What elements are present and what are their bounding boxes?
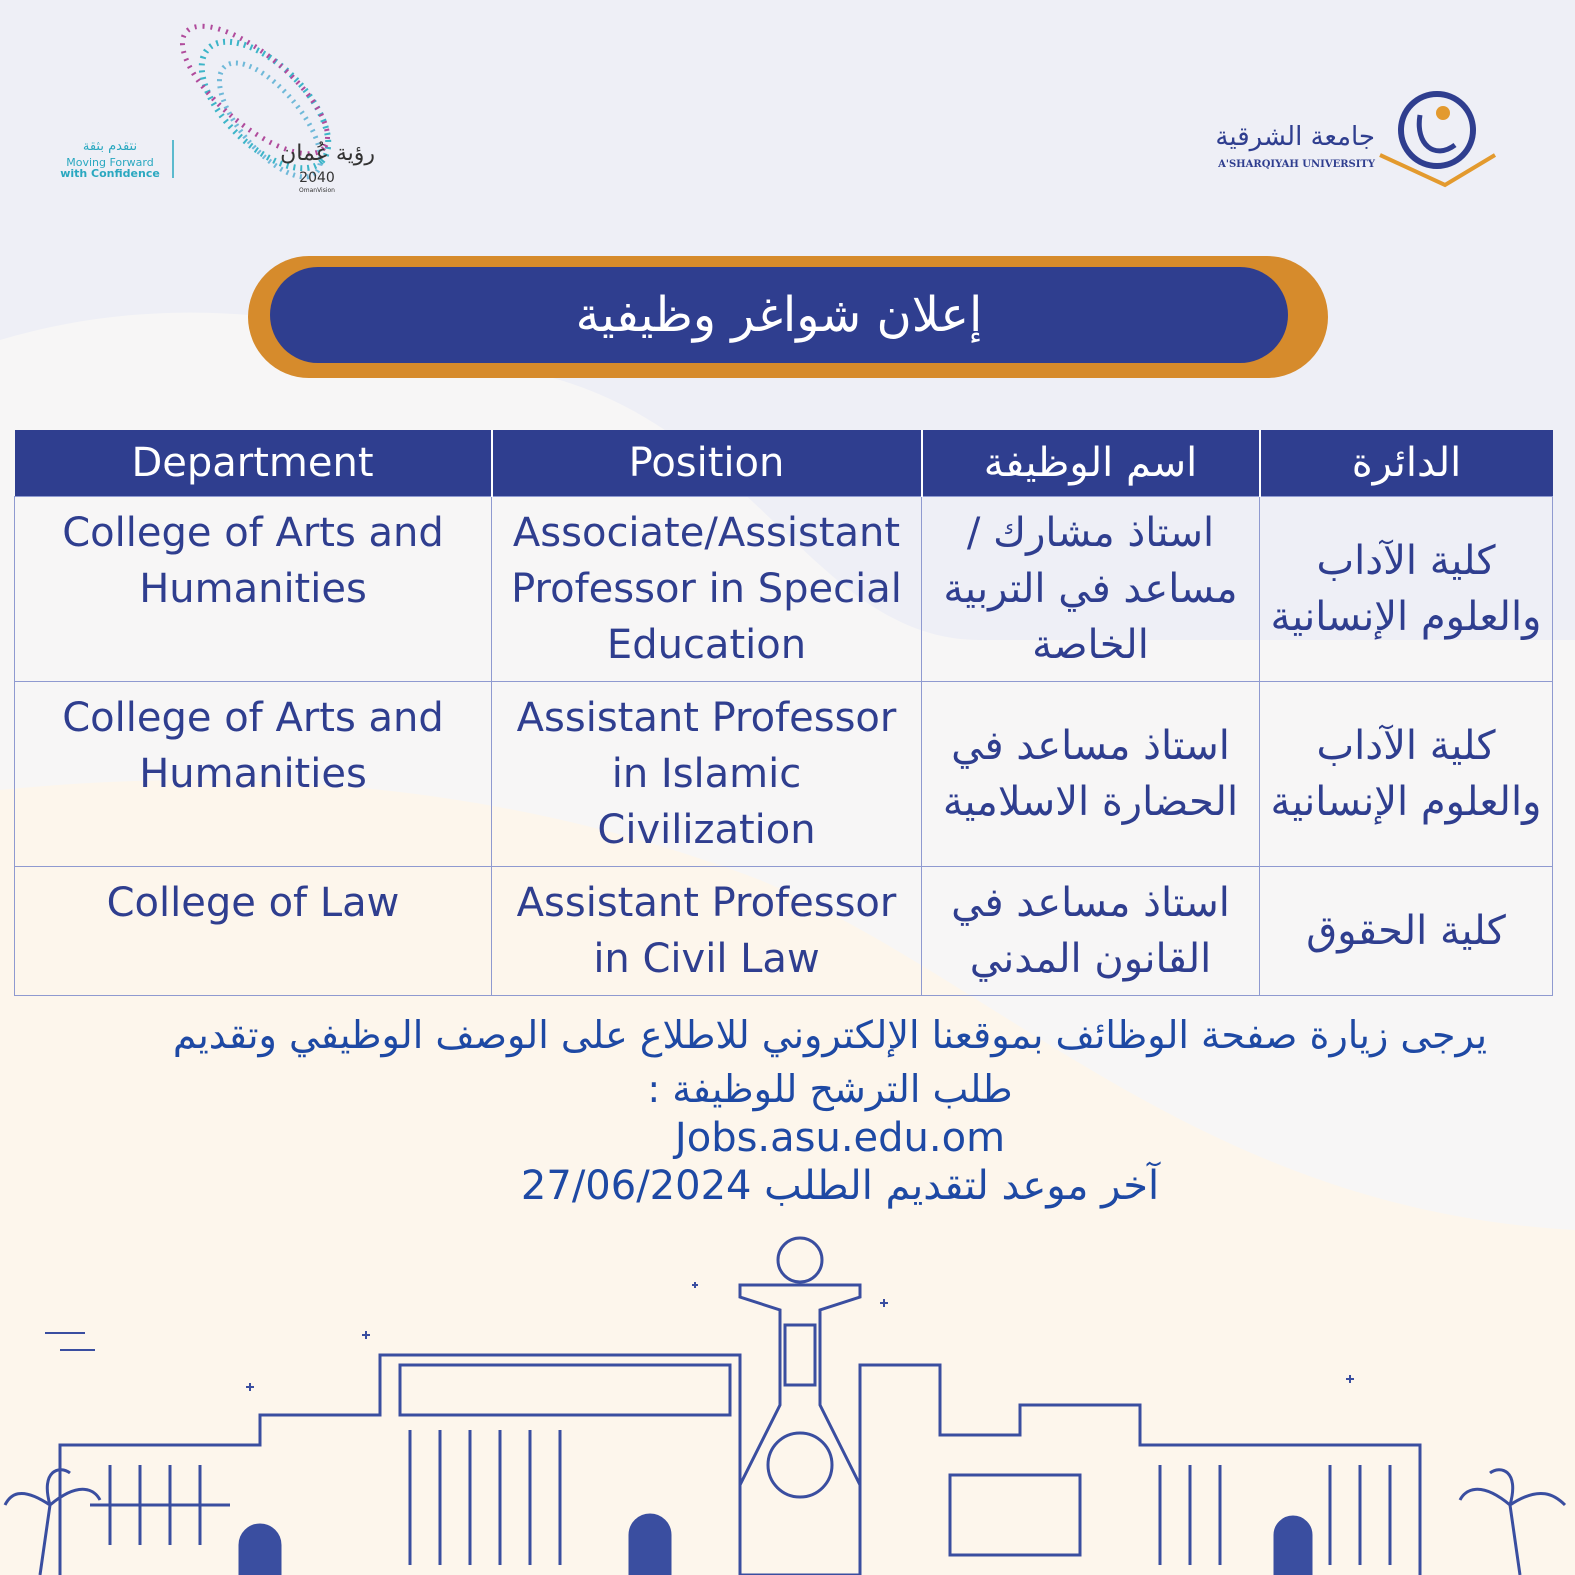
application-notice: يرجى زيارة صفحة الوظائف بموقعنا الإلكتروني للاطلاع على الوصف الوظيفي وتقديم طلب الترشح للوظيفة : [172,1013,1488,1111]
vision-year: 2040 [299,170,335,186]
vacancies-table [14,430,1553,996]
header-position-en: Position [492,430,922,497]
title-banner [248,256,1328,378]
cell-department-ar: كلية الآداب والعلوم الإنسانية [1260,497,1553,682]
university-name-en: A'SHARQIYAH UNIVERSITY [1218,159,1375,170]
right-building-icon [860,1365,1420,1575]
cell-department-ar: كلية الآداب والعلوم الإنسانية [1260,682,1553,867]
cell-department-en: College of Law [15,867,492,996]
header-position-ar: اسم الوظيفة [922,430,1260,497]
oman-vision-2040-logo [55,10,385,200]
university-emblem-icon [1380,94,1495,185]
cell-position-ar: استاذ مشارك / مساعد في التربية الخاصة [922,497,1260,682]
cell-position-en: Assistant Professor in Civil Law [492,867,922,996]
cell-position-ar: استاذ مساعد في القانون المدني [922,867,1260,996]
campus-skyline-illustration [0,1215,1575,1575]
vision-sub: OmanVision [299,187,335,194]
cell-position-en: Associate/Assistant Professor in Special Education [492,497,922,682]
cell-department-ar: كلية الحقوق [1260,867,1553,996]
table-row [15,867,1553,996]
header-department-en: Department [15,430,492,497]
university-name-ar: جامعة الشرقية [1215,122,1375,152]
page-title: إعلان شواغر وظيفية [270,267,1288,363]
table-header-row [15,430,1553,497]
motto-en-1: Moving Forward [66,156,154,169]
palm-tree-icon-left [5,1470,100,1575]
cell-position-en: Assistant Professor in Islamic Civilization [492,682,922,867]
header-department-ar: الدائرة [1260,430,1553,497]
table-row [15,682,1553,867]
palm-tree-icon-right [1460,1470,1565,1575]
motto-en-2: with Confidence [60,167,160,180]
cell-department-en: College of Arts and Humanities [15,497,492,682]
table-row [15,497,1553,682]
motto-ar: نتقدم بثقة [82,139,138,154]
asharqiyah-university-logo [1205,85,1505,195]
cell-department-en: College of Arts and Humanities [15,682,492,867]
jobs-website-link[interactable]: Jobs.asu.edu.om [674,1115,1006,1161]
application-deadline: آخر موعد لتقديم الطلب 27/06/2024 [520,1163,1160,1209]
left-building-icon [60,1355,740,1575]
cell-position-ar: استاذ مساعد في الحضارة الاسلامية [922,682,1260,867]
central-tower-icon [740,1238,860,1575]
vision-ar-text: رؤية عُمان [280,141,375,166]
